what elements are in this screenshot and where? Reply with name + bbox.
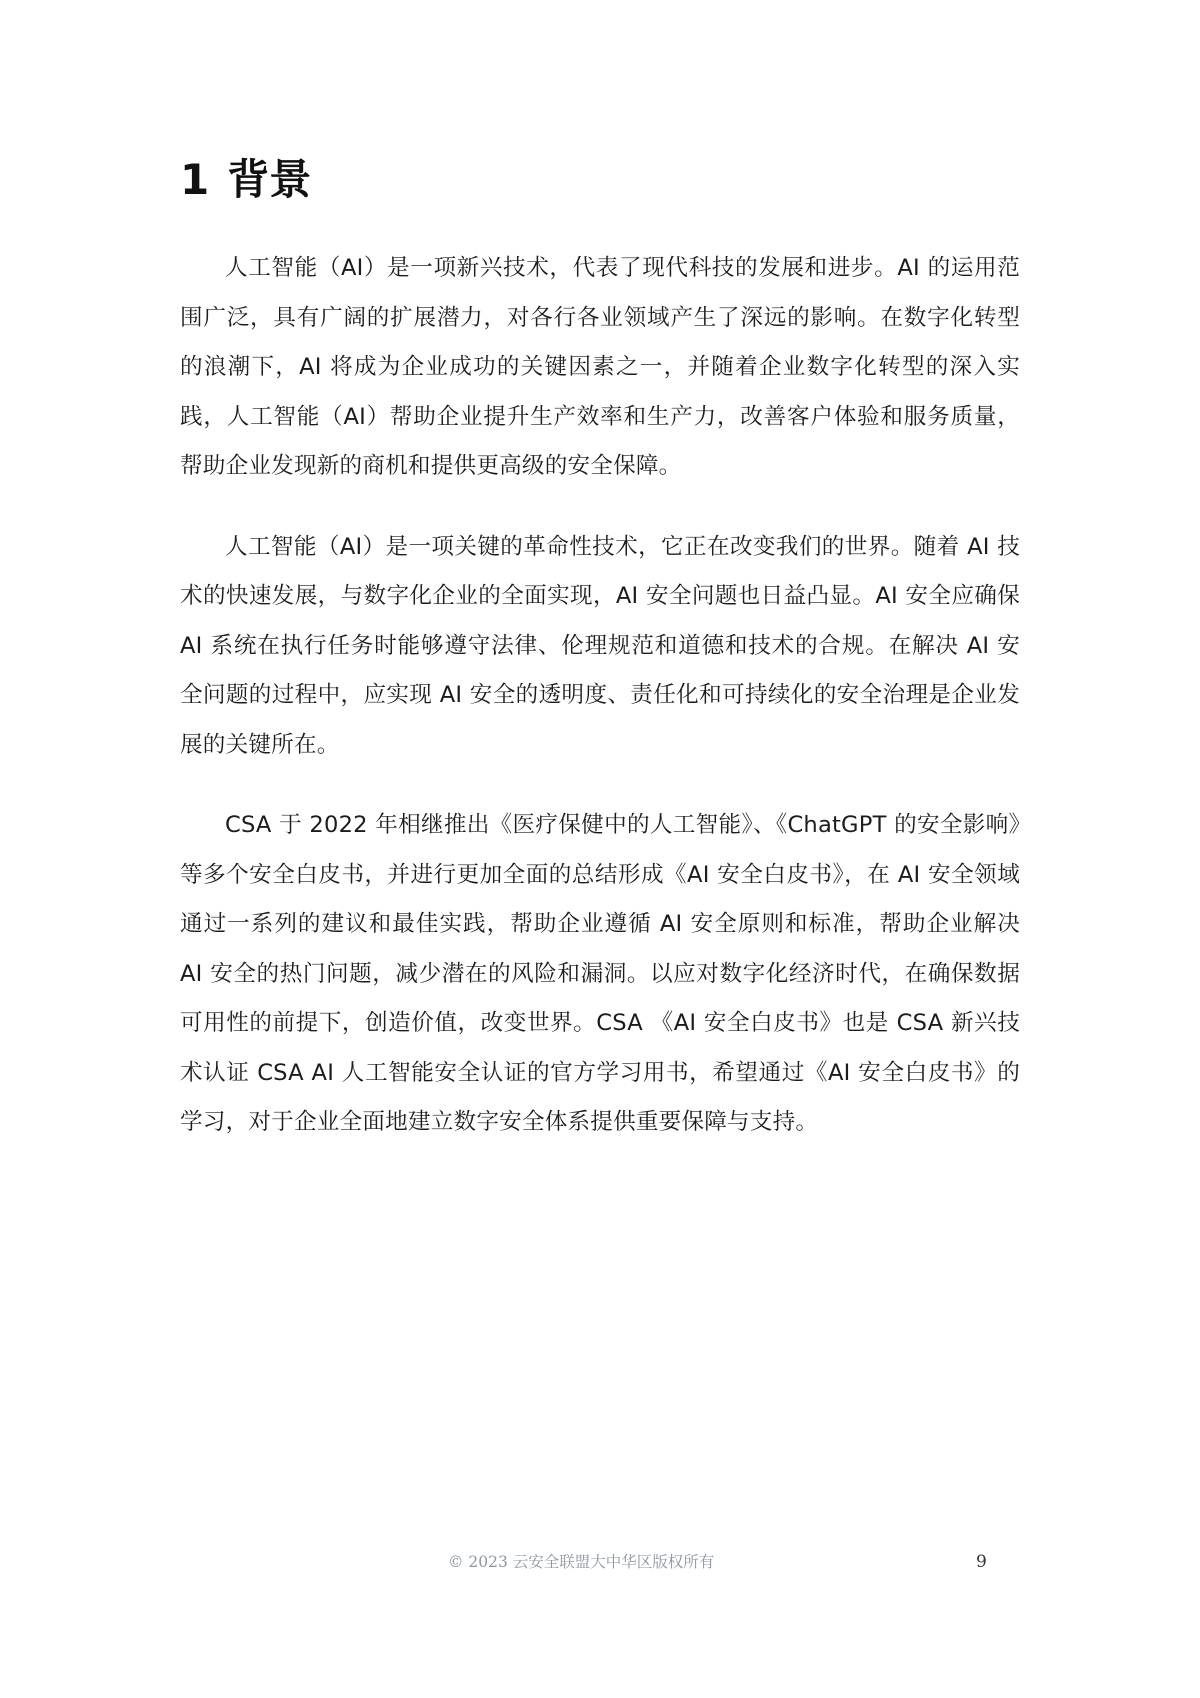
paragraph-3: CSA 于 2022 年相继推出《医疗保健中的人工智能》、《ChatGPT 的安全影响》等多个安全白皮书，并进行更加全面的总结形成《AI 安全白皮书》，在 AI 安全领域通过一系列的建议和最佳实践，帮助企业遵循 AI 安全原则和标准，帮助企业解决 AI 安全的热门问题，减少潜在的风险和漏洞。以应对数字化经济时代，在确保数据可用性的前提下，创造价值，改变世界。CSA 《AI 安全白皮书》也是 CSA 新兴技术认证 CSA AI 人工智能安全认证的官方学习用书，希望通过《AI 安全白皮书》的学习，对于企业全面地建立数字安全体系提供重要保障与支持。 [180,812,1020,1135]
section-title: 背景 [227,155,312,204]
footer-copyright: © 2023 云安全联盟大中华区版权所有 [448,1553,715,1571]
section-heading [180,150,311,210]
page-footer [0,1548,1200,1576]
body-text [180,244,1020,1179]
paragraph-2: 人工智能（AI）是一项关键的革命性技术，它正在改变我们的世界。随着 AI 技术的快速发展，与数字化企业的全面实现，AI 安全问题也日益凸显。AI 安全应确保 AI 系统在执行任务时能够遵守法律、伦理规范和道德和技术的合规。在解决 AI 安全问题的过程中，应实现 AI 安全的透明度、责任化和可持续化的安全治理是企业发展的关键所在。 [180,533,1020,758]
section-number: 1 [180,155,210,204]
paragraph-1: 人工智能（AI）是一项新兴技术，代表了现代科技的发展和进步。AI 的运用范围广泛，具有广阔的扩展潜力，对各行各业领域产生了深远的影响。在数字化转型的浪潮下，AI 将成为企业成功的关键因素之一，并随着企业数字化转型的深入实践，人工智能（AI）帮助企业提升生产效率和生产力，改善客户体验和服务质量，帮助企业发现新的商机和提供更高级的安全保障。 [180,255,1020,479]
page-number: 9 [976,1552,987,1572]
